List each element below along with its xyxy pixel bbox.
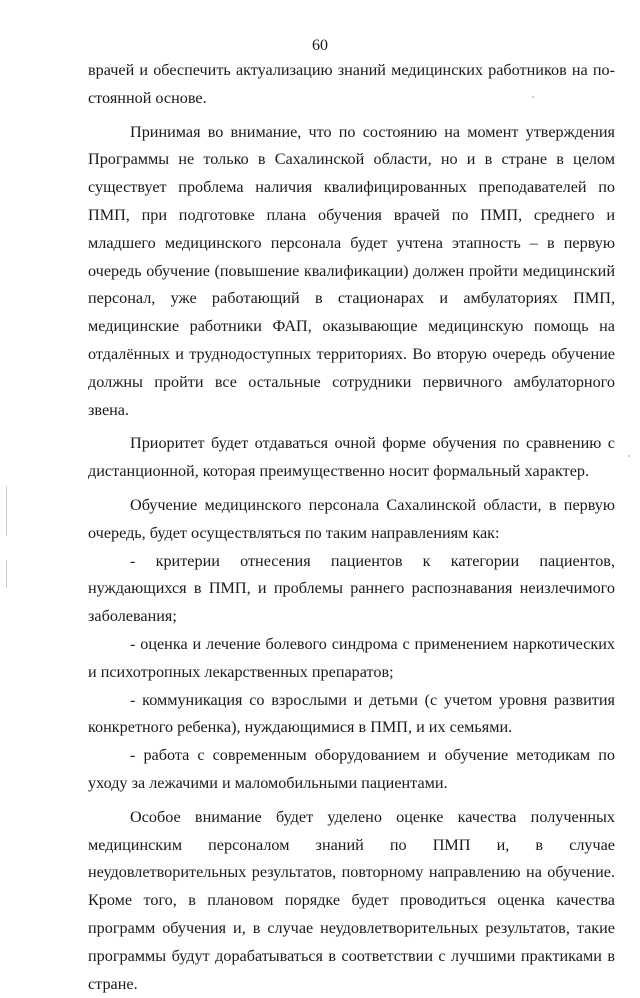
paragraph-training-directions: Обучение медицинского персонала Сахалинской области, в первую очередь, будет осуществляться по таким направлениям как: bbox=[88, 495, 615, 542]
list-item-patient-criteria: - критерии отнесения пациентов к категории пациентов, нуждающихся в ПМП, и проблемы раннего распознавания неизлечимого заболевания; bbox=[88, 551, 615, 626]
scan-artifact-dot bbox=[532, 96, 534, 98]
scan-artifact-line bbox=[6, 486, 7, 536]
list-item-communication: - коммуникация со взрослыми и детьми (с учетом уровня развития конкретного ребенка), нуждающимися в ПМП, и их семьями. bbox=[88, 690, 615, 737]
paragraph-priority-in-person: Приоритет будет отдаваться очной форме обучения по сравнению с дистанционной, которая преимущественно носит формальный характер. bbox=[88, 434, 615, 481]
list-item-pain-treatment: - оценка и лечение болевого синдрома с применением наркотических и психотропных лекарственных препаратов; bbox=[88, 634, 615, 681]
paragraph-continuation: врачей и обеспечить актуализацию знаний медицинских работников на постоянной основе. bbox=[88, 61, 615, 107]
paragraph-quality-assessment: Особое внимание будет уделено оценке качества полученных медицинским персоналом знаний по ПМП и, в случае неудовлетворительных результатов, повторному направлению на обучение. Кроме того, в плановом порядке будет проводиться оценка качества программ обучения и, в случае неудовлетворительных результатов, такие программы будут дорабатываться в соответствии с лучшими практиками в стране. bbox=[88, 807, 615, 993]
page-number: 60 bbox=[312, 37, 328, 54]
scan-artifact-line bbox=[6, 560, 7, 588]
paragraph-training-stages: Принимая во внимание, что по состоянию на момент утверждения Программы не только в Сахалинской области, но и в стране в целом существует проблема наличия квалифицированных преподавателей по ПМП, при подготовке плана обучения врачей по ПМП, среднего и младшего медицинского персонала будет учтена этапность – в первую очередь обучение (повышение квалификации) должен пройти медицинский персонал, уже работающий в стационарах и амбулаториях ПМП, медицинские работники ФАП, оказывающие медицинскую помощь на отдалённых и труднодоступных территориях. Во вторую очередь обучение должны пройти все остальные сотрудники первичного амбулаторного звена. bbox=[88, 122, 615, 419]
scan-artifact-dot bbox=[628, 455, 630, 457]
document-body bbox=[88, 57, 615, 998]
list-item-equipment-care: - работа с современным оборудованием и обучение методикам по уходу за лежачими и маломобильными пациентами. bbox=[88, 746, 615, 792]
